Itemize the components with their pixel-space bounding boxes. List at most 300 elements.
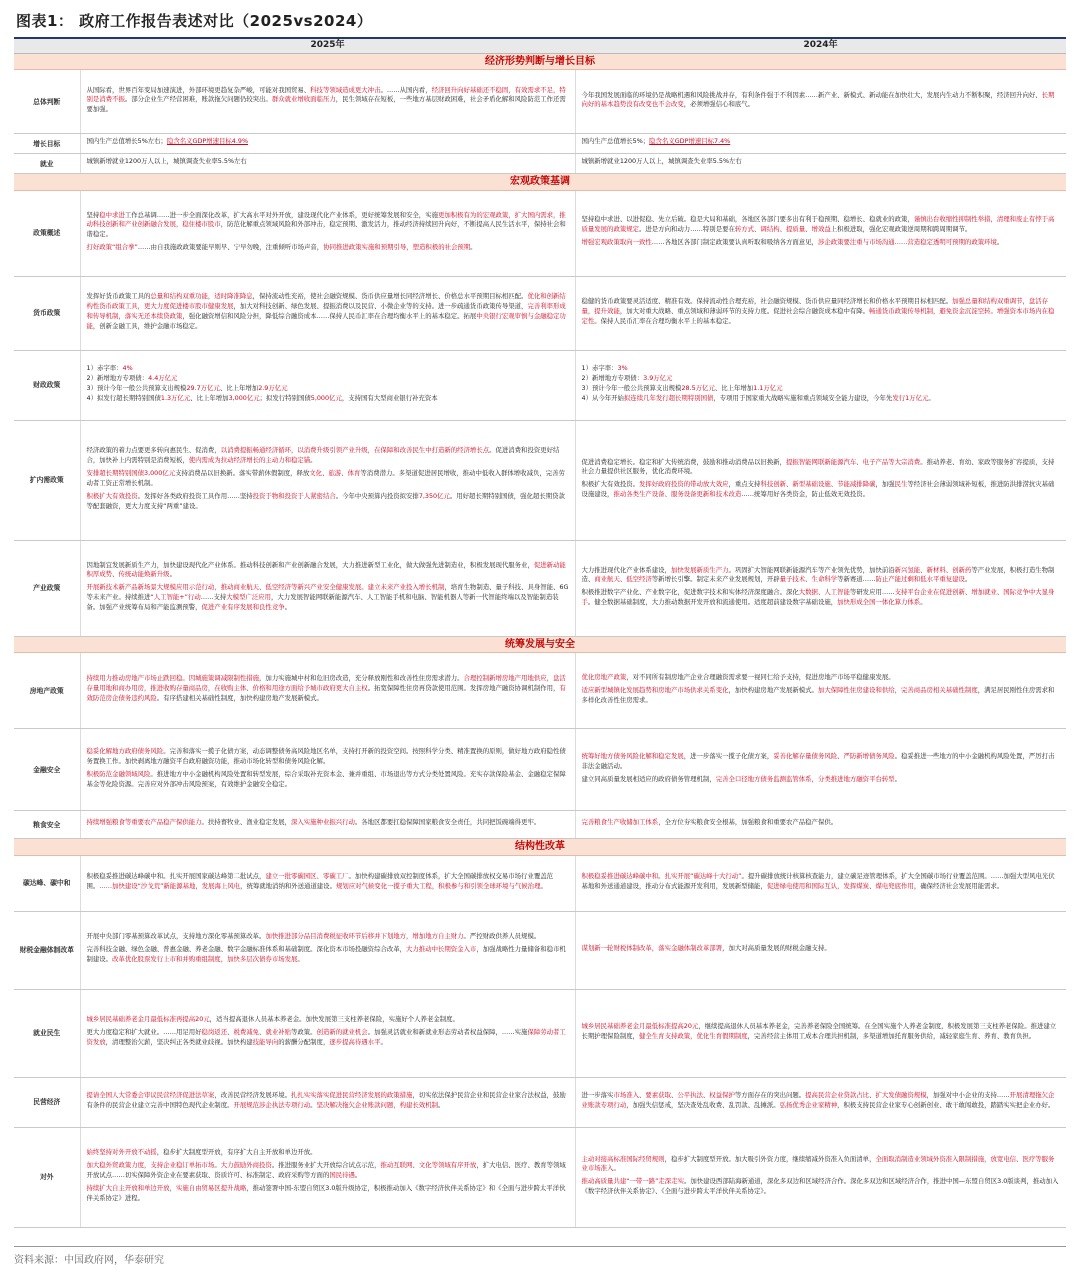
- body-text: 。加强灵活就业和新就业形态劳动者权益保障，……实施: [367, 1028, 528, 1037]
- section-header: 结构性改革: [14, 839, 1066, 856]
- paragraph: [87, 492, 569, 512]
- highlight-text: 提请全国人大常委会审议民营经济促进法草案: [86, 1090, 215, 1099]
- highlight-text: 隐含名义GDP增速目标4.9%: [166, 137, 249, 146]
- highlight-text: 29.7万亿元: [186, 383, 220, 392]
- highlight-text: 大力推动中长期资金入市: [406, 945, 477, 954]
- highlight-text: 市场准入、要素获取、公平执法、权益保护: [613, 1090, 735, 1099]
- body-text: ，支持国有大型商业银行补充资本: [341, 393, 438, 402]
- highlight-text: 优化和创新结构性货币政策工具，更大力度促进楼市股市健康发展: [86, 292, 566, 310]
- body-text: 。: [310, 1100, 317, 1109]
- cell-2025: [80, 276, 575, 350]
- body-text: ……各地区各部门制定政策要认真听取和吸纳各方面意见，: [651, 238, 818, 247]
- body-text: 。: [310, 456, 317, 465]
- body-text: 。推动养老、育幼、家政等服务扩容提质，支持社会力量提供社区服务，优化消费环境。: [581, 457, 1055, 476]
- cell-2025: [80, 811, 575, 839]
- body-text: 。严控财政供养人员规模。: [463, 932, 541, 941]
- row-livelihood: [14, 989, 1066, 1077]
- body-text: 等方面存在的突出问题。: [734, 1090, 806, 1099]
- highlight-text: 新兴氢能、新材料、创新药: [894, 565, 972, 574]
- paragraph: [582, 872, 1061, 892]
- body-text: 。拓宽保障性住房再贷款使用范围。发挥房地产融资协调机制作用，: [367, 684, 560, 693]
- body-text: 。: [470, 243, 477, 252]
- body-text: 。: [894, 774, 902, 783]
- body-text: ……加强大型风电光伏基地和外送通道建设，推动分布式能源开发利用，发展新型储能，: [581, 871, 1055, 890]
- highlight-text: 健全生育支持政策，优化生育假期制度: [639, 1031, 748, 1040]
- body-text: ，强化融资增信和风险分担，降低综合融资成本……保持人民币汇率在合理均衡水平上的基本稳定。拓展: [182, 311, 477, 320]
- highlight-text: 始终坚持对外开放不动摇: [86, 1148, 157, 1157]
- body-text: 。有序搭建相关基础性制度，加快构建房地产发展新模式。: [156, 694, 323, 703]
- highlight-text: 安排超长期特别国债3,000亿元: [86, 468, 176, 477]
- highlight-text: “人工智能+”行动: [150, 593, 201, 602]
- highlight-text: 保障劳动者工资发放: [86, 1028, 566, 1047]
- paragraph: [87, 157, 569, 167]
- body-text: ，进一步落实一揽子化债方案，: [683, 751, 774, 760]
- body-text: 。稳妥推进一些地方的中小金融机构风险处置，严厉打击非法金融活动。: [581, 751, 1055, 770]
- body-text: 4）从今年开始: [581, 393, 624, 402]
- body-text: 上积极进取，强化宏观政策逆周期和跨周期调节。: [830, 225, 972, 234]
- cell-2024: [575, 911, 1066, 989]
- highlight-text: 促进绿电使用和国际互认，发挥煤炭、煤电兜底作用: [766, 881, 914, 890]
- body-text: 。: [928, 393, 935, 402]
- highlight-text: 大数据、人工智能: [798, 588, 850, 597]
- body-text: 等消费潜力。多渠道促进居民增收，推动中低收入群体增收减负，完善劳动者工资正常增长机制。: [86, 468, 565, 487]
- highlight-text: 加大稳外贸政策力度，支持企业稳订单拓市场: [86, 1160, 215, 1169]
- cell-2025: [80, 1077, 575, 1127]
- highlight-text: 改革优化股票发行上市和并购重组制度，加快多层次债券市场发展: [112, 955, 298, 964]
- paragraph: [87, 1184, 569, 1204]
- body-text: 。各地区都要扛稳保障国家粮食安全责任，共同把饭碗端得更牢。: [354, 818, 541, 827]
- body-text: 。巩固扩大智能网联新能源汽车等产业领先优势，加快前沿: [728, 565, 895, 574]
- body-text: 。: [920, 598, 927, 607]
- body-text: ，加快构建房地产发展新模式。: [728, 685, 818, 694]
- highlight-text: 有效防范房企债务违约风险: [86, 684, 566, 703]
- body-text: 国内生产总值增长5%；: [581, 137, 650, 146]
- body-text: 。: [964, 575, 972, 584]
- highlight-text: 优化房地产政策: [581, 672, 627, 681]
- body-text: ，清理整治欠薪，坚决纠正各类就业歧视。加快构建: [105, 1038, 253, 1047]
- paragraph: [582, 1091, 1061, 1111]
- body-text: 国内生产总值增长5%左右；: [86, 137, 167, 146]
- paragraph: [87, 1015, 569, 1025]
- body-text: ，加强对中小企业的支持……: [926, 1090, 1010, 1099]
- body-text: 发挥好货币政策工具的: [86, 292, 151, 301]
- body-text: 。促进消费和投资更好结合，加快补上内需特别是消费短板，: [86, 446, 560, 465]
- paragraph: [582, 588, 1061, 608]
- body-text: 。推进服务业扩大开放综合试点示范，: [271, 1160, 381, 1169]
- highlight-text: 完善利率形成和传导机制，落实无还本续贷政策: [86, 301, 566, 320]
- row-industry: [14, 540, 1066, 636]
- row-label: 就业民生: [14, 989, 80, 1077]
- body-text: ，加强战略性力量储备和稳市机制建设。: [86, 945, 566, 964]
- body-text: 。健全数据基础制度，大力推动数据开发开放和流通使用。适度超前建设数字基础设施，: [587, 598, 838, 607]
- body-text: ，加大对科技创新、绿色发展、提振消费以及民营、小微企业等的支持。进一步疏通货币政策传导渠道，: [233, 301, 528, 310]
- paragraph: [87, 446, 569, 466]
- highlight-text: 协同推进政策实施和预期引导，塑造积极的社会预期: [323, 243, 471, 252]
- highlight-text: 3,000亿元: [228, 393, 260, 402]
- highlight-text: 5,000亿元: [310, 393, 342, 402]
- cell-2025: [80, 540, 575, 636]
- body-text: 。进是方向和动力……特别是要在: [639, 225, 735, 234]
- body-text: ，加强: [875, 480, 895, 489]
- cell-2025: [80, 420, 575, 540]
- highlight-text: 完善全口径地方债务监测监管体系，分类推进地方融资平台转型: [715, 774, 895, 783]
- body-text: 积极推进数字产业化、产业数字化，促进数字技术和实体经济深度融合。深化: [581, 588, 799, 597]
- body-text: 城镇新增就业1200万人以上，城镇调查失业率5.5%左右: [581, 157, 742, 166]
- highlight-text: 1.1万亿元: [753, 383, 783, 392]
- highlight-text: 建立一批零碳园区、零碳工厂: [265, 871, 349, 880]
- highlight-text: 推动互联网、文化等领域有序开放: [380, 1160, 477, 1169]
- highlight-text: 长期向好的基本趋势没有改变也不会改变: [581, 90, 1055, 109]
- body-text: 4）拟发行超长期特别国债: [86, 393, 161, 402]
- paragraph: [582, 673, 1061, 683]
- body-text: 开展中央部门零基预算改革试点，支持地方深化零基预算改革。: [86, 932, 266, 941]
- body-text: 。扶持畜牧业、渔业稳定发展，: [201, 818, 291, 827]
- highlight-text: 科技等领域造成更大冲击: [310, 85, 381, 94]
- highlight-text: 推动高质量共建“一带一路”走深走实: [581, 1177, 684, 1186]
- highlight-text: 隐含名义GDP增速目标7.4%: [649, 137, 731, 146]
- paragraph: [87, 364, 569, 404]
- highlight-text: 打好政策“组合拳”: [86, 243, 138, 252]
- body-text: 。: [284, 603, 291, 612]
- body-text: 今年我国发展面临的环境仍是战略机遇和风险挑战并存，有利条件强于不利因素……新产业、新模式、新动能在加快壮大，发展内生动力不断积聚，经济回升向好、: [581, 90, 1042, 99]
- cell-2024: [575, 729, 1066, 811]
- body-text: 更大力度稳定和扩大就业。……用足用好: [86, 1028, 202, 1037]
- body-text: ，统筹就地消纳和外送通道建设。: [240, 881, 336, 890]
- body-text: 等政策。: [291, 1028, 317, 1037]
- paragraph: [582, 944, 1061, 954]
- cell-2025: [80, 70, 575, 134]
- figure: [14, 8, 1066, 1228]
- body-text: ……由自我施政政策要能早则早、宁早勿晚，注重倾听市场声音，: [137, 243, 324, 252]
- highlight-text: 科技创新、新型基础设施、节能减排降碳: [760, 480, 876, 489]
- highlight-text: 大模型广泛应用: [226, 593, 272, 602]
- highlight-text: 总量和结构双重功能，适时降准降息: [150, 292, 253, 301]
- paragraph: [582, 297, 1061, 327]
- header-empty: [14, 39, 80, 53]
- highlight-text: 主动对接高标准国际经贸规则: [581, 1154, 665, 1163]
- body-text: 。: [297, 955, 304, 964]
- body-text: 。用好超长期特别国债，强化超长期贷款等配套融资，更大力度支持“两重”建设。: [86, 491, 565, 510]
- body-text: 。: [169, 570, 176, 579]
- paragraph: [87, 872, 569, 892]
- cell-2024: [575, 855, 1066, 911]
- body-text: 等研发应用……: [849, 588, 895, 597]
- paragraph: [582, 1155, 1061, 1175]
- body-text: 。加快建设西部陆海新通道，深化多双边和区域经济合作。深化多双边和区域经济合作，推进中国—东盟自贸区3.0版谈判，推动加入《数字经济伙伴关系协定》、《全面与进步跨太平洋伙伴关系协定》。: [581, 1177, 1059, 1196]
- cell-2024: [575, 350, 1066, 420]
- paragraph: [582, 364, 1061, 404]
- cell-2024: [575, 1127, 1066, 1227]
- highlight-text: 加大保障性住房建设和供给，完善商品房相关基础性制度: [817, 685, 978, 694]
- highlight-text: 国民待遇: [329, 1170, 355, 1179]
- highlight-text: 谨慎出台收缩性抑制性举措，清理和废止有悖于高质量发展的政策规定: [581, 215, 1055, 234]
- highlight-text: 统筹好地方债务风险化解和稳定发展: [581, 751, 684, 760]
- paragraph: [87, 469, 569, 489]
- paragraph: [87, 1161, 569, 1181]
- section-header: 经济形势判断与增长目标: [14, 53, 1066, 70]
- highlight-text: 2.9万亿元: [258, 383, 288, 392]
- body-text: 。: [613, 1164, 620, 1173]
- header-2025: 2025年: [80, 39, 575, 53]
- paragraph: [87, 1028, 569, 1048]
- cell-2024: [575, 276, 1066, 350]
- body-text: 等产业发展，积极打造生物制造、: [581, 565, 1055, 584]
- cell-2025: [80, 190, 575, 276]
- paragraph: [582, 686, 1061, 706]
- highlight-text: 涉企政策要注重与市场沟通……营造稳定透明可预期的政策环境: [817, 238, 997, 247]
- paragraph: [582, 157, 1061, 167]
- body-text: ，加强失信惩戒，坚决查处乱收费、乱罚款、乱摊派。: [626, 1100, 780, 1109]
- body-text: ，防范化解重点领域风险和外部冲击，稳定预期、激发活力，推动经济持续回升向好，不断提高人民生活水平，保持社会和谐稳定。: [86, 220, 566, 239]
- row-private: [14, 1077, 1066, 1127]
- highlight-text: 技能导向: [252, 1038, 279, 1047]
- row-demand: [14, 420, 1066, 540]
- body-text: ，适当提高退休人员基本养老金。加快发展第三支柱养老保险，实施好个人养老金制度。: [209, 1015, 459, 1024]
- paragraph: [582, 752, 1061, 772]
- highlight-text: 拟连续几年发行超长期特别国债: [623, 393, 714, 402]
- highlight-text: 坚决解决拖欠企业账款问题，构建长效机制: [316, 1100, 438, 1109]
- cell-2025: [80, 855, 575, 911]
- highlight-text: 3.9万亿元: [643, 373, 673, 382]
- row-label: 财政政策: [14, 350, 80, 420]
- highlight-text: 支持平台企业在促进创新、增加就业、国际竞争中大显身手: [581, 588, 1055, 607]
- highlight-text: 提高民营企业贷款占比、扩大发债融资规模: [805, 1090, 927, 1099]
- body-text: ，改善民营经济发展环境。: [214, 1090, 291, 1099]
- body-text: 从国际看，世界百年变局加速演进，外部环境更趋复杂严峻，可能对我国贸易、: [86, 85, 311, 94]
- row-realestate: [14, 653, 1066, 729]
- paragraph: [582, 566, 1061, 586]
- body-text: ，必须增强信心和底气。: [683, 100, 755, 109]
- row-label: 民营经济: [14, 1077, 80, 1127]
- body-text: ，满足居民刚性住房需求和多样化改善性住房需求。: [581, 685, 1055, 704]
- body-text: ，培育生物制造、量子科技、具身智能、6G等未来产业。持续推进: [86, 583, 569, 602]
- highlight-text: 合理控制新增房地产用地供应，盘活存量用地和商办用房，推进收购存量商品房，在收购主体、价格和用途方面给予城市政府更大自主权: [86, 674, 566, 693]
- cell-2025: [80, 154, 575, 174]
- cell-2024: [575, 811, 1066, 839]
- paragraph: [87, 945, 569, 965]
- cell-2024: [575, 70, 1066, 134]
- body-text: 1）赤字率：: [581, 364, 618, 373]
- body-text: 坚持: [86, 210, 100, 219]
- highlight-text: 开展清理拖欠企业账款专项行动: [581, 1090, 1055, 1109]
- header-2024: 2024年: [575, 39, 1066, 53]
- row-monetary: [14, 276, 1066, 350]
- body-text: ，稳步扩大制度型开放。加大吸引外资力度，继续缩减外资准入负面清单，: [664, 1154, 876, 1163]
- body-text: 支持消费品以旧换新。落实带薪休假制度，释放: [175, 468, 310, 477]
- paragraph: [582, 1022, 1061, 1042]
- highlight-text: 深入实施种业振兴行动: [291, 818, 355, 827]
- body-text: ，加力实施城中村和危旧房改造，充分释放刚性和改善性住房需求潜力。: [259, 674, 464, 683]
- body-text: ，加大对高质量发展的财税金融支持。: [722, 943, 831, 952]
- body-text: 。: [214, 1160, 221, 1169]
- cell-2024: [575, 540, 1066, 636]
- row-label: 财税金融体制改革: [14, 911, 80, 989]
- highlight-text: 规划应对气候变化一揽子重大工程，积极参与和引领全球环境与气候治理: [335, 881, 541, 890]
- highlight-text: 1.3万亿元: [160, 393, 191, 402]
- body-text: 。提升碳排放统计核算核查能力，建立碳足迹管理体系，扩大全国碳市场行业覆盖范围。: [741, 871, 991, 880]
- highlight-text: 商业航天、低空经济: [594, 575, 652, 584]
- paragraph: [87, 243, 569, 253]
- highlight-text: 防止产能过剩和低水平重复建设: [875, 575, 965, 584]
- body-text: 。完善和落实一揽子化债方案，动态调整债务高风险地区名单，支持打开新的投资空间。按照科学分类、精准置换的原则，做好地方政府隐性债务置换工作。加快剥离地方融资平台政府融资功能，推动市场化转型和债务风险化解。: [86, 747, 566, 765]
- comparison-table: [14, 39, 1066, 1228]
- body-text: 。保持人民币汇率在合理均衡水平上的基本稳定。: [594, 316, 735, 325]
- highlight-text: 创造新的就业机会: [316, 1028, 368, 1037]
- body-text: ，扩大电信、医疗、教育等领域开放试点……切实保障外资企业在要素获取、资质许可、标准制定、政府采购等方面的: [86, 1160, 566, 1179]
- body-text: ，切实依法保护民营企业和民营企业家合法权益，鼓励有条件的民营企业建立完善中国特色现代企业制度。: [86, 1090, 566, 1109]
- cell-2024: [575, 1077, 1066, 1127]
- row-overall: [14, 70, 1066, 134]
- body-text: 积极扩大有效投资。: [581, 480, 640, 489]
- body-text: ，对不同所有制房地产企业合理融资需求要一视同仁给予支持，促进房地产市场平稳健康发展。: [626, 672, 895, 681]
- cell-2025: [80, 989, 575, 1077]
- body-text: ……支持: [200, 593, 227, 602]
- body-text: 等新赛道……: [837, 575, 876, 584]
- body-text: ，继续提高退休人员基本养老金，完善养老保险全国统筹。在全国实施个人养老金制度，积极发展第三支柱养老保险。推进建立长期护理保险制度，: [581, 1021, 1057, 1040]
- body-text: ，完善经营主体用工成本合理共担机制，多渠道增加托育服务供给，减轻家庭生育、养育、教育负担。: [747, 1031, 1036, 1040]
- cell-2024: [575, 420, 1066, 540]
- highlight-text: 开展新技术新产品新场景大规模应用示范行动，推动商业航天、低空经济等新兴产业安全健康发展。建立未来产业投入增长机制: [86, 583, 445, 592]
- body-text: 完善科技金融、绿色金融、普惠金融、养老金融、数字金融标准体系和基础制度。深化资本市场投融资综合改革，: [86, 945, 407, 954]
- paragraph: [87, 561, 569, 581]
- highlight-text: 4%: [122, 364, 133, 373]
- paragraph: [87, 211, 569, 241]
- highlight-text: 更加积极有为的宏观政策，扩大国内需求，推动科技创新和产业创新融合发展，稳住楼市股市: [86, 210, 566, 229]
- body-text: 进一步落实: [581, 1090, 614, 1099]
- highlight-text: 适应新型城镇化发展趋势和房地产市场供求关系变化: [581, 685, 729, 694]
- body-text: 积极稳妥推进碳达峰碳中和。扎实开展国家碳达峰第二批试点，: [86, 871, 266, 880]
- cell-2025: [80, 1127, 575, 1227]
- body-text: 。: [540, 881, 547, 890]
- highlight-text: 群众就业增收面临压力: [271, 95, 336, 104]
- paragraph: [87, 1148, 569, 1158]
- highlight-text: 中央银行宏观审慎与金融稳定功能: [86, 311, 566, 330]
- highlight-text: 大力鼓励外商投资: [220, 1160, 272, 1169]
- body-text: ，民生领域存在短板，一些地方基层财政困难，社会矛盾化解和风险防范工作还需要加强。: [86, 95, 566, 114]
- highlight-text: ……加快建设“沙戈荒”新能源基地，发展海上风电: [99, 881, 241, 890]
- highlight-text: 完善粮食生产收储加工体系: [581, 818, 659, 827]
- highlight-text: 谋划新一轮财税体制改革，落实金融体制改革部署: [581, 943, 723, 952]
- paragraph: [87, 770, 569, 790]
- paragraph: [87, 747, 569, 767]
- paragraph: [582, 458, 1061, 478]
- highlight-text: 文化、旅游、体育: [309, 468, 361, 477]
- body-text: ，全方位夯实粮食安全根基，加强粮食和重要农产品稳产保供。: [658, 818, 838, 827]
- row-fiscal-reform: [14, 911, 1066, 989]
- highlight-text: 加强总量和结构双重调节，盘活存量，提升效能: [581, 296, 1049, 315]
- highlight-text: 稳妥化解地方政府债务风险: [86, 747, 164, 756]
- highlight-text: 民生: [894, 480, 908, 489]
- row-carbon: [14, 855, 1066, 911]
- row-label: 增长目标: [14, 134, 80, 154]
- body-text: 。发挥好各类政府投资工具作用……坚持: [137, 491, 253, 500]
- row-finance: [14, 729, 1066, 811]
- cell-2024: [575, 653, 1066, 729]
- highlight-text: 增强宏观政策取向一致性: [581, 238, 652, 247]
- highlight-text: 积极稳妥推进碳达峰碳中和。扎实开展“碳达峰十大行动”: [581, 871, 742, 880]
- row-food: [14, 811, 1066, 839]
- body-text: ；拟发行特别国债: [259, 393, 311, 402]
- highlight-text: 妥善化解存量债务风险、严防新增债务风险: [773, 751, 895, 760]
- body-text: 建立同高质量发展相适应的政府债务管理机制，: [581, 774, 716, 783]
- body-text: ，大力发展智能网联新能源汽车、人工智能手机和电脑、智能机器人等新一代智能终端以及智能制造装备。加强产业统筹布局和产能监测预警，: [86, 593, 559, 612]
- body-text: 、比上年增加: [190, 393, 229, 402]
- row-label: 粮食安全: [14, 811, 80, 839]
- paragraph: [582, 1177, 1061, 1197]
- highlight-text: 转方式、调结构、提质量、增效益: [734, 225, 831, 234]
- cell-2024: [575, 134, 1066, 154]
- body-text: ，加大对重大战略、重点领域和薄弱环节的支持力度。促进社会综合融资成本稳中有降。: [619, 306, 870, 315]
- body-text: 。: [996, 238, 1004, 247]
- body-text: 因地制宜发展新质生产力，加快建设现代化产业体系。推动科技创新和产业创新融合发展，大力推进新型工业化，做大做强先进制造业，积极发展现代服务业，: [86, 560, 534, 569]
- body-text: 2）新增地方专项债：: [581, 373, 644, 382]
- paragraph: [582, 480, 1061, 500]
- body-text: 工作总基调……进一步全面深化改革，扩大高水平对外开放，建设现代化产业体系，更好统筹发展和安全，实施: [124, 210, 438, 219]
- row-growth: [14, 134, 1066, 154]
- body-text: 1）赤字率：: [86, 364, 123, 373]
- body-text: ，创新金融工具，维护金融市场稳定。: [92, 321, 202, 330]
- body-text: 。: [437, 1100, 445, 1109]
- cell-2024: [575, 154, 1066, 174]
- body-text: ……统筹用好各类资金，防止低效无效投资。: [741, 490, 870, 499]
- highlight-text: 扎扎实实落实促进民营经济发展的政策措施: [291, 1090, 413, 1099]
- body-text: 促进消费稳定增长。稳定和扩大传统消费，鼓励和推动消费品以旧换新，: [581, 457, 786, 466]
- row-label: 货币政策: [14, 276, 80, 350]
- body-text: 稳健的货币政策要灵活适度、精准有效。保持流动性合理充裕，社会融资规模、货币供应量同经济增长和价格水平预期目标相匹配。: [581, 296, 953, 305]
- highlight-text: 4.4万亿元: [148, 373, 178, 382]
- highlight-text: 积极扩大有效投资: [86, 491, 138, 500]
- highlight-text: 全面取消制造业领域外资准入限制措施，放宽电信、医疗等服务业市场准入: [581, 1154, 1055, 1173]
- highlight-text: 7,350亿元: [418, 491, 450, 500]
- highlight-text: 逐步提高待遇水平: [329, 1038, 381, 1047]
- highlight-text: 加快形成全国一体化算力体系: [837, 598, 921, 607]
- paragraph: [87, 674, 569, 704]
- highlight-text: 3%: [617, 364, 628, 373]
- highlight-text: 投资于物和投资于人紧密结合: [252, 491, 336, 500]
- highlight-text: 加快发展新质生产力: [670, 565, 729, 574]
- body-text: 。加快构建碳排放双控制度体系，扩大全国碳排放权交易市场行业覆盖范围。: [86, 871, 554, 890]
- figure-title: 图表1： 政府工作报告表述对比（2025vs2024）: [14, 8, 1066, 39]
- body-text: 大力推进现代化产业体系建设，: [581, 565, 671, 574]
- body-text: ，确保经济社会发展用能需求。: [913, 881, 1004, 890]
- body-text: ，专项用于国家重大战略实施和重点领域安全能力建设，今年先: [713, 393, 893, 402]
- body-text: 。部分企业生产经营困难，账款拖欠问题仍较突出。: [124, 95, 272, 104]
- highlight-text: 发挥好政府投资的带动放大效应: [639, 480, 729, 489]
- highlight-text: 城乡居民基础养老金月最低标准再提高20元: [86, 1015, 210, 1024]
- highlight-text: 促进产业有序发展和良性竞争: [201, 603, 285, 612]
- row-opening: [14, 1127, 1066, 1227]
- highlight-text: 发行1万亿元: [892, 393, 929, 402]
- highlight-text: 以消费提振畅通经济循环，以消费升级引领产业升级，在保障和改善民生中打造新的经济增长点: [220, 446, 490, 455]
- paragraph: [582, 238, 1061, 248]
- body-text: 等新增长引擎。制定未来产业发展规划，开辟: [651, 575, 780, 584]
- highlight-text: 使内需成为拉动经济增长的主动力和稳定锚: [188, 456, 311, 465]
- row-label: 对外: [14, 1127, 80, 1227]
- paragraph: [582, 91, 1061, 111]
- highlight-text: 积极防范金融领域风险: [86, 769, 151, 778]
- highlight-text: 提振智能网联新能源汽车、电子产品等大宗消费: [786, 457, 921, 466]
- body-text: 。: [380, 1038, 387, 1047]
- section-header: 统筹发展与安全: [14, 636, 1066, 653]
- highlight-text: 畅通货币政策传导机制，避免资金沉淀空转。增强资本市场内在稳定性: [581, 306, 1055, 325]
- cell-2025: [80, 653, 575, 729]
- row-label: 总体判断: [14, 70, 80, 134]
- paragraph: [582, 137, 1061, 147]
- paragraph: [582, 775, 1061, 785]
- cell-2025: [80, 729, 575, 811]
- cell-2024: [575, 190, 1066, 276]
- row-label: 房地产政策: [14, 653, 80, 729]
